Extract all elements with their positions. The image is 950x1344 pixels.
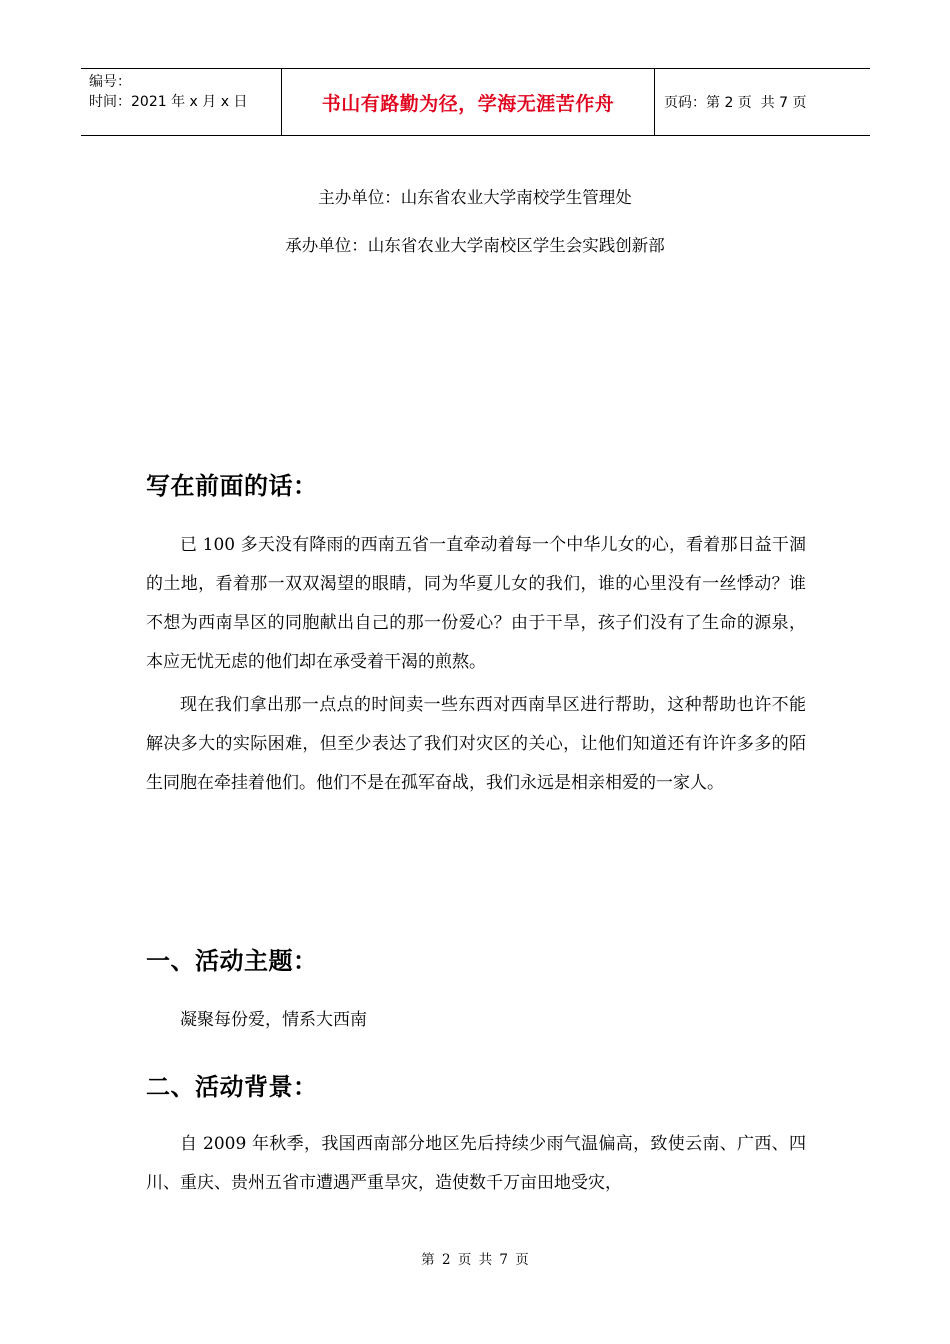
- motto-text: 书山有路勤为径，学海无涯苦作舟: [321, 92, 615, 115]
- preface-paragraph-1: 已 100 多天没有降雨的西南五省一直牵动着每一个中华儿女的心，看着那日益干涸的土地，看着那一双双渴望的眼睛，同为华夏儿女的我们，谁的心里没有一丝悸动？谁不想为西南旱区的同胞献出自己的那一份爱心？由于干旱，孩子们没有了生命的源泉，本应无忧无虑的他们却在承受着干渴的煎熬。: [146, 535, 806, 672]
- section2-paragraph: 自 2009 年秋季，我国西南部分地区先后持续少雨气温偏高，致使云南、广西、四川、重庆、贵州五省市遭遇严重旱灾，造使数千万亩田地受灾，: [146, 1134, 806, 1193]
- document-header: [81, 68, 870, 136]
- page-footer: 第 2 页 共 7 页: [421, 1252, 529, 1268]
- host-organizer: 主办单位：山东省农业大学南校学生管理处: [318, 188, 632, 207]
- preface-title: 写在前面的话：: [146, 472, 318, 500]
- time-label: 时间：2021 年 x 月 x 日: [89, 94, 248, 110]
- section2-title: 二、活动背景：: [146, 1073, 318, 1101]
- page-code-cell: [655, 69, 870, 135]
- section1-content: 凝聚每份爱，情系大西南: [180, 1010, 367, 1030]
- number-label: 编号：: [89, 74, 131, 90]
- section1-title: 一、活动主题：: [146, 947, 318, 975]
- page-code-text: 页码：第 2 页 共 7 页: [664, 95, 807, 111]
- undertaking-organizer: 承办单位：山东省农业大学南校区学生会实践创新部: [285, 236, 665, 255]
- header-meta-cell: [81, 69, 282, 135]
- motto-cell: [282, 69, 655, 135]
- preface-paragraph-2: 现在我们拿出那一点点的时间卖一些东西对西南旱区进行帮助，这种帮助也许不能解决多大的实际困难，但至少表达了我们对灾区的关心，让他们知道还有许许多多的陌生同胞在牵挂着他们。他们不是在孤军奋战，我们永远是相亲相爱的一家人。: [146, 695, 806, 793]
